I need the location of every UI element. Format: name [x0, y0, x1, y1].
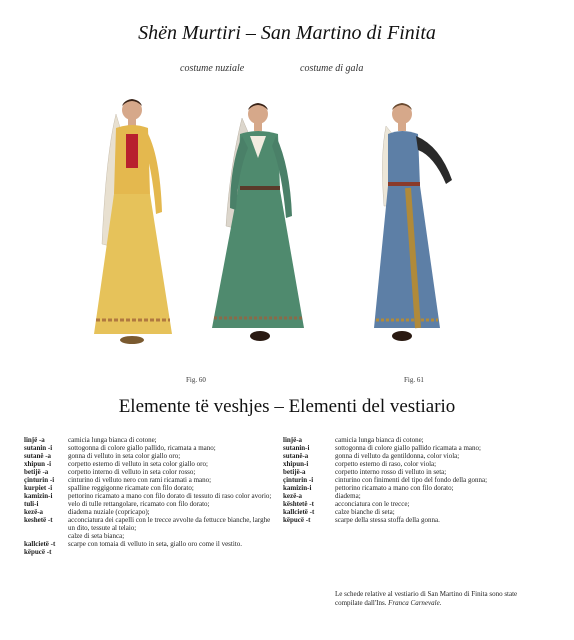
- glossary-row: [24, 532, 274, 540]
- glossary-definition: velo di tulle rettangolare, ricamato con filo dorato;: [68, 500, 210, 508]
- glossary-definition: corpetto interno di velluto in seta color rosso;: [68, 468, 196, 476]
- glossary-row: [24, 468, 274, 476]
- glossary-left: [24, 436, 274, 556]
- glossary-definition: calze di seta bianca;: [68, 532, 125, 540]
- glossary-definition: spalline reggigonne ricamate con filo dorato;: [68, 484, 194, 492]
- glossary-term: sutanë -a: [24, 452, 52, 460]
- glossary-row: [283, 444, 545, 452]
- glossary-row: [283, 508, 545, 516]
- glossary-term: linjë-a: [283, 436, 303, 444]
- glossary-definition: corpetto esterno di raso, color viola;: [335, 460, 437, 468]
- glossary-definition: corpetto esterno di velluto in seta color giallo oro;: [68, 460, 208, 468]
- glossary-definition: cinturino di velluto nero con rami ricamati a mano;: [68, 476, 212, 484]
- glossary-term: linjë -a: [24, 436, 45, 444]
- figure-label-60: Fig. 60: [186, 376, 206, 384]
- section-title: Elemente të veshjes – Elementi del vestiario: [118, 396, 456, 417]
- glossary-term: betijë -a: [24, 468, 49, 476]
- glossary-term: kallcietë -t: [283, 508, 315, 516]
- glossary-definition: acconciatura dei capelli con le trecce avvolte da fettucce bianche, larghe un dito, tessute al telaio;: [68, 516, 271, 532]
- glossary-definition: scarpe con tomaia di velluto in seta, giallo oro come il vestito.: [68, 540, 242, 548]
- credit-note: [335, 590, 545, 608]
- caption-bridal: costume nuziale: [180, 63, 245, 74]
- glossary-row: [24, 444, 274, 452]
- glossary-row: [24, 460, 274, 468]
- glossary-term: [24, 532, 68, 540]
- glossary-row: [283, 500, 545, 508]
- glossary-term: kallcietë -t: [24, 540, 56, 548]
- glossary-row: [283, 460, 545, 468]
- glossary-row: [283, 492, 545, 500]
- glossary-row: [24, 436, 274, 444]
- glossary-definition: gonna di velluto da gentildonna, color viola;: [335, 452, 460, 460]
- glossary-definition: pettorino ricamato a mano con filo dorato di tessuto di raso color avorio;: [68, 492, 272, 500]
- credit-text: Le schede relative al vestiario di San Martino di Finita sono state compilate dall'Ins.: [335, 590, 518, 607]
- gala-costume-blue-photo: [366, 96, 464, 348]
- glossary-definition: diadema;: [335, 492, 361, 500]
- glossary-definition: gonna di velluto in seta color giallo oro;: [68, 452, 181, 460]
- glossary-row: [24, 484, 274, 492]
- glossary-definition: [68, 548, 274, 556]
- glossary-definition: camicia lunga bianca di cotone;: [335, 436, 424, 444]
- glossary-row: [24, 476, 274, 484]
- glossary-right: [283, 436, 545, 524]
- glossary-term: kurpiet -i: [24, 484, 53, 492]
- glossary-term: xhipun-i: [283, 460, 309, 468]
- glossary-definition: scarpe della stessa stoffa della gonna.: [335, 516, 440, 524]
- glossary-definition: sottogonna di colore giallo pallido ricamata a mano;: [335, 444, 481, 452]
- credit-author: Franca Carnevale.: [388, 599, 442, 607]
- glossary-term: çinturin -i: [24, 476, 55, 484]
- glossary-term: kështetë -t: [283, 500, 314, 508]
- glossary-definition: diadema nuziale (copricapo);: [68, 508, 150, 516]
- glossary-term: kezë-a: [283, 492, 303, 500]
- glossary-definition: pettorino ricamato a mano con filo dorato;: [335, 484, 454, 492]
- glossary-term: këpucë -t: [24, 548, 52, 556]
- glossary-term: këpucë -t: [283, 516, 311, 524]
- glossary-definition: cinturino con finimenti del tipo del fondo della gonna;: [335, 476, 488, 484]
- woman-yellow-costume-illustration: [88, 94, 188, 350]
- glossary-row: [283, 436, 545, 444]
- glossary-row: [24, 500, 274, 508]
- glossary-row: [24, 492, 274, 500]
- woman-green-costume-illustration: [200, 96, 318, 348]
- figure-label-61: Fig. 61: [404, 376, 424, 384]
- glossary-term: keshetë -t: [24, 516, 53, 524]
- glossary-term: xhipun -i: [24, 460, 52, 468]
- glossary-row: [283, 452, 545, 460]
- glossary-row: [24, 540, 274, 548]
- glossary-row: [283, 516, 545, 524]
- bridal-costume-photo: [88, 94, 188, 350]
- glossary-term: çinturin -i: [283, 476, 314, 484]
- glossary-row: [24, 548, 274, 556]
- caption-gala: costume di gala: [300, 63, 364, 74]
- glossary-row: [283, 476, 545, 484]
- glossary-term: kezë-a: [24, 508, 44, 516]
- glossary-term: kamizin-i: [283, 484, 312, 492]
- gala-costume-green-photo: [200, 96, 318, 348]
- woman-blue-costume-illustration: [366, 96, 464, 348]
- page-title: Shën Murtiri – San Martino di Finita: [138, 22, 436, 44]
- glossary-row: [24, 516, 274, 532]
- glossary-definition: calze bianche di seta;: [335, 508, 395, 516]
- glossary-definition: corpetto interno rosso di velluto in seta;: [335, 468, 447, 476]
- glossary-term: betijë-a: [283, 468, 306, 476]
- glossary-definition: acconciatura con le trecce;: [335, 500, 410, 508]
- glossary-term: sutanin -i: [24, 444, 53, 452]
- glossary-term: tuli-i: [24, 500, 39, 508]
- glossary-row: [24, 508, 274, 516]
- glossary-term: sutanin-i: [283, 444, 310, 452]
- glossary-term: sutanë-a: [283, 452, 309, 460]
- glossary-definition: sottogonna di colore giallo pallido, ricamata a mano;: [68, 444, 216, 452]
- glossary-row: [24, 452, 274, 460]
- glossary-row: [283, 484, 545, 492]
- glossary-row: [283, 468, 545, 476]
- glossary-definition: camicia lunga bianca di cotone;: [68, 436, 157, 444]
- glossary-term: kamizin-i: [24, 492, 53, 500]
